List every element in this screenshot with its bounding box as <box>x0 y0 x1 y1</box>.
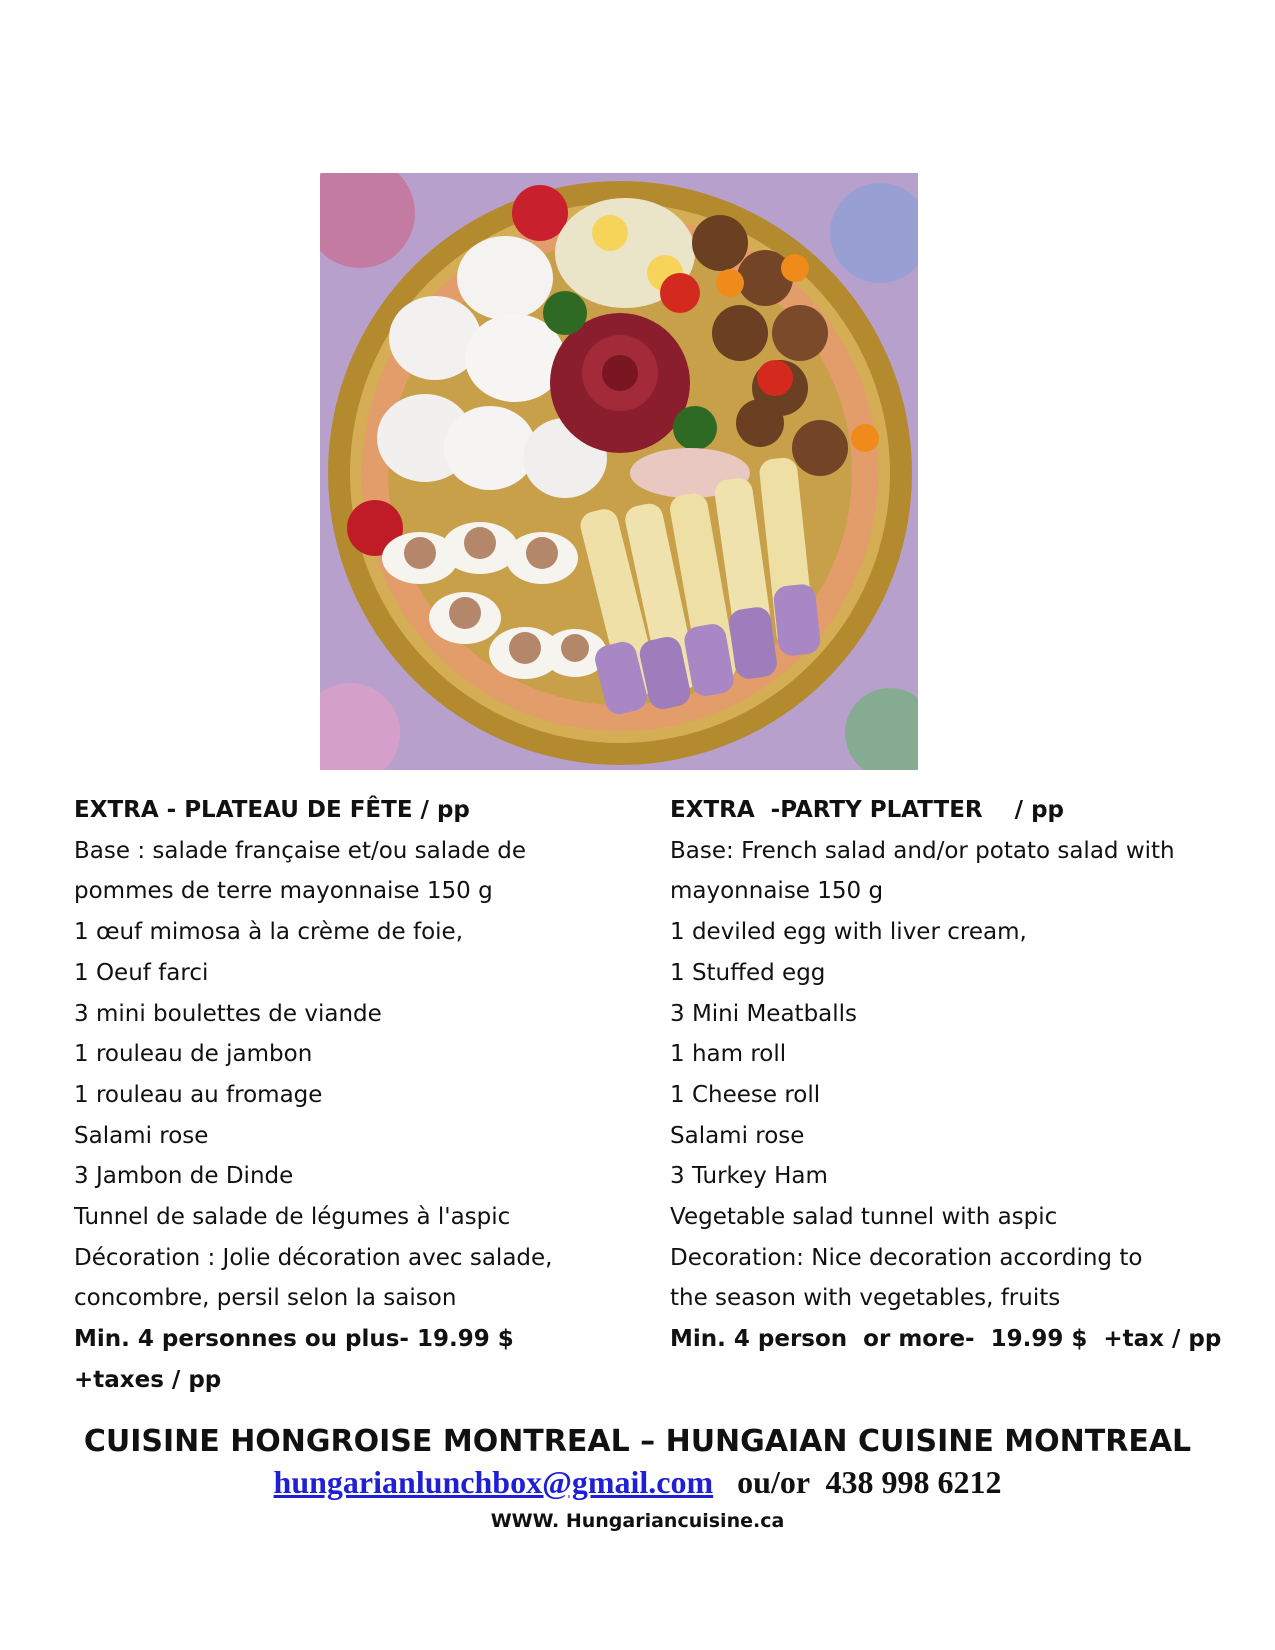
english-line: Vegetable salad tunnel with aspic <box>670 1204 1058 1231</box>
french-line: 3 mini boulettes de viande <box>74 1000 382 1027</box>
english-line: Base: French salad and/or potato salad with <box>670 837 1175 864</box>
french-line: 3 Jambon de Dinde <box>74 1163 294 1190</box>
french-line: concombre, persil selon la saison <box>74 1285 457 1312</box>
food-platter-photo <box>320 173 918 770</box>
platter-illustration <box>320 173 918 770</box>
french-line: Tunnel de salade de légumes à l'aspic <box>74 1204 511 1231</box>
french-line: 1 rouleau de jambon <box>74 1041 313 1068</box>
footer-contact <box>0 1464 1275 1501</box>
french-menu-column <box>74 790 594 1401</box>
french-line: Décoration : Jolie décoration avec salade, <box>74 1244 553 1271</box>
english-line: Decoration: Nice decoration according to <box>670 1244 1143 1271</box>
english-line: 1 Stuffed egg <box>670 959 826 986</box>
french-price: Min. 4 personnes ou plus- 19.99 $ +taxes / pp <box>74 1326 514 1393</box>
french-line: 1 Oeuf farci <box>74 959 209 986</box>
english-line: 1 Cheese roll <box>670 1081 821 1108</box>
contact-separator: ou/or <box>737 1464 810 1500</box>
english-line: Salami rose <box>670 1122 805 1149</box>
english-line: 1 deviled egg with liver cream, <box>670 919 1027 946</box>
french-line: Salami rose <box>74 1122 209 1149</box>
english-price: Min. 4 person or more- 19.99 $ +tax / pp <box>670 1326 1222 1353</box>
french-line: 1 rouleau au fromage <box>74 1081 323 1108</box>
english-line: 3 Mini Meatballs <box>670 1000 858 1027</box>
french-line: pommes de terre mayonnaise 150 g <box>74 878 493 905</box>
french-line: Base : salade française et/ou salade de <box>74 837 527 864</box>
footer-title: CUISINE HONGROISE MONTREAL – HUNGAIAN CUISINE MONTREAL <box>83 1424 1192 1459</box>
french-title: EXTRA - PLATEAU DE FÊTE / pp <box>74 797 470 823</box>
english-line: mayonnaise 150 g <box>670 878 884 905</box>
email-link[interactable]: hungarianlunchbox@gmail.com <box>273 1464 714 1500</box>
english-line: the season with vegetables, fruits <box>670 1285 1061 1312</box>
english-menu-column <box>670 790 1222 1360</box>
english-line: 3 Turkey Ham <box>670 1163 828 1190</box>
phone-number: 438 998 6212 <box>825 1464 1002 1500</box>
english-line: 1 ham roll <box>670 1041 787 1068</box>
website-text: WWW. Hungariancuisine.ca <box>490 1510 785 1532</box>
english-title: EXTRA -PARTY PLATTER / pp <box>670 797 1064 823</box>
french-line: 1 œuf mimosa à la crème de foie, <box>74 919 464 946</box>
